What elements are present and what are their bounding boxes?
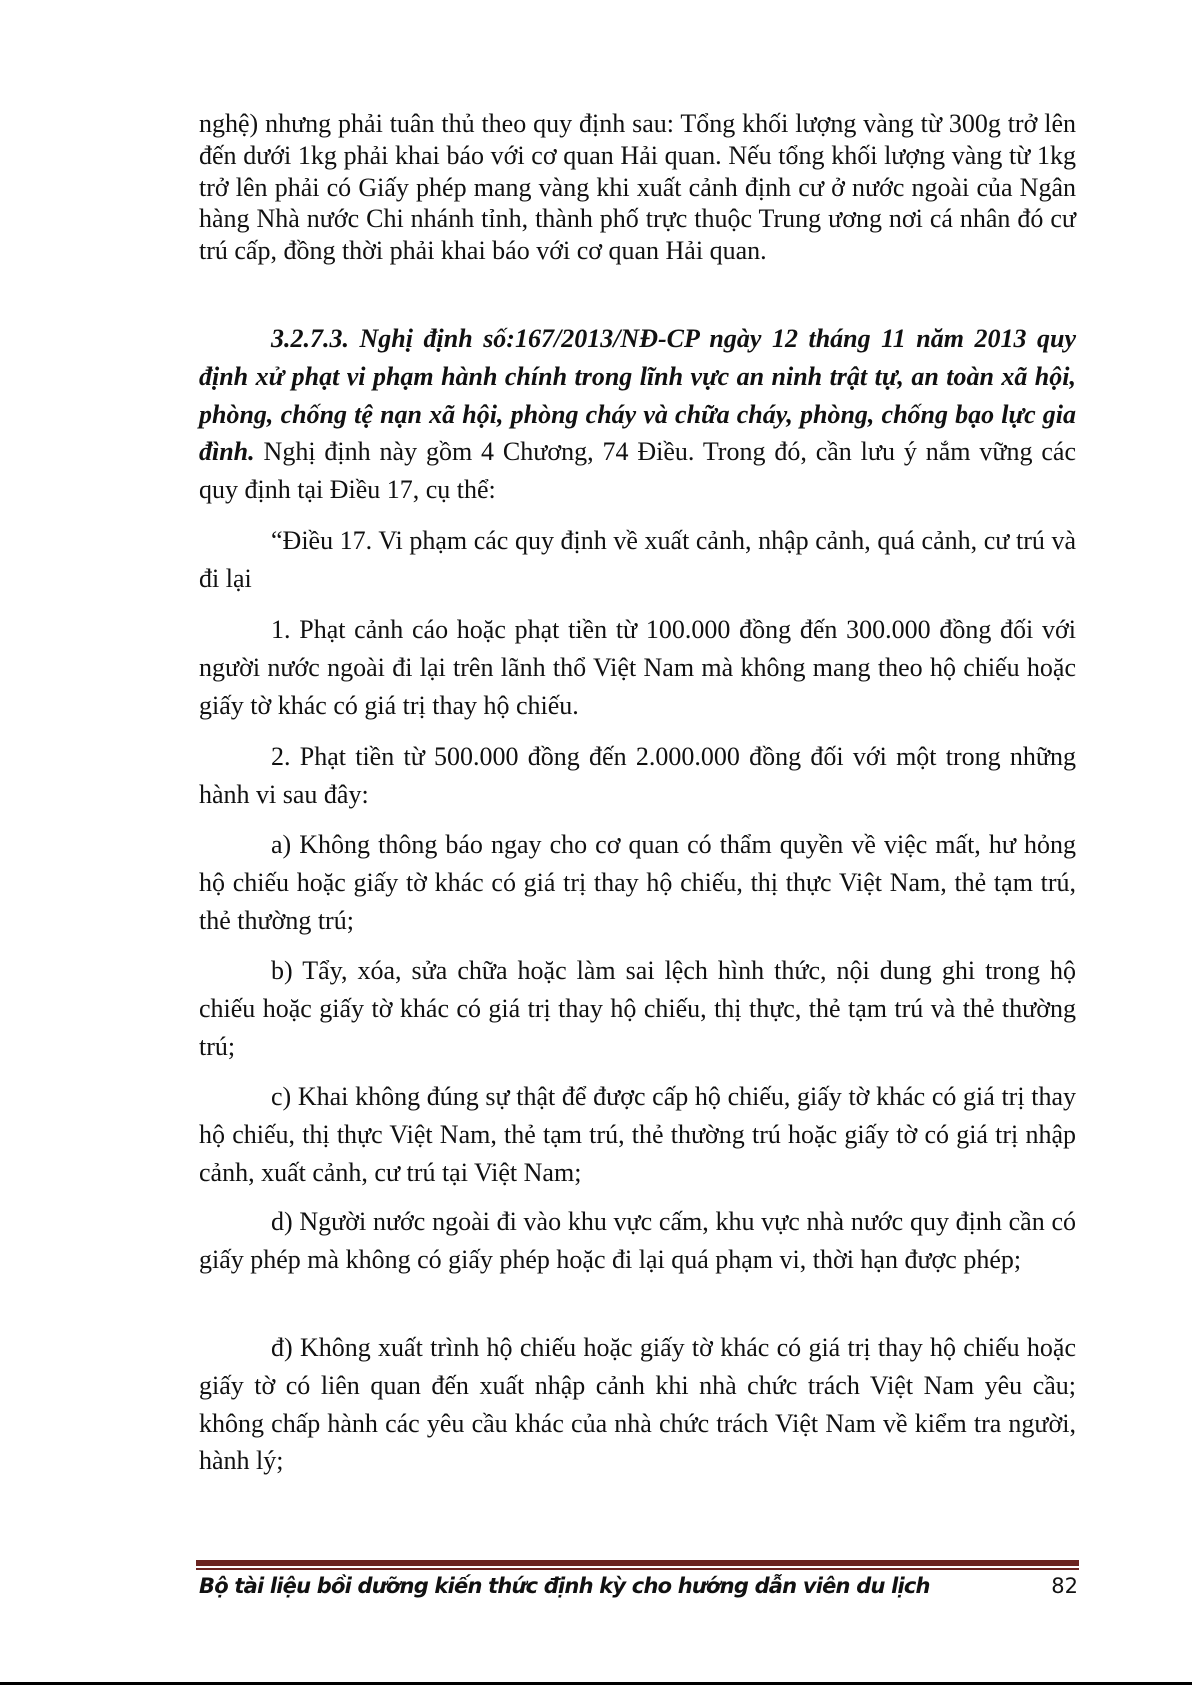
article-17-title: “Điều 17. Vi phạm các quy định về xuất cảnh, nhập cảnh, quá cảnh, cư trú và đi lại xyxy=(199,526,1076,593)
point-dd: đ) Không xuất trình hộ chiếu hoặc giấy tờ khác có giá trị thay hộ chiếu hoặc giấy tờ có liên quan đến xuất nhập cảnh khi nhà chức trách Việt Nam yêu cầu; không chấp hành các yêu cầu khác của nhà chức trách Việt Nam về kiểm tra người, hành lý; xyxy=(199,1333,1076,1476)
paragraph-gold-rules: nghệ) nhưng phải tuân thủ theo quy định sau: Tổng khối lượng vàng từ 300g trở lên đến dưới 1kg phải khai báo với cơ quan Hải quan. Nếu tổng khối lượng vàng từ 1kg trở lên phải có Giấy phép mang vàng khi xuất cảnh định cư ở nước ngoài của Ngân hàng Nhà nước Chi nhánh tỉnh, thành phố trực thuộc Trung ương nơi cá nhân đó cư trú cấp, đồng thời phải khai báo với cơ quan Hải quan. xyxy=(199,109,1076,266)
decree-heading: 3.2.7.3. Nghị định số:167/2013/NĐ-CP ngày 12 tháng 11 năm 2013 quy định xử phạt vi phạm hành chính trong lĩnh vực an ninh trật tự, an toàn xã hội, phòng, chống tệ nạn xã hội, phòng cháy và chữa cháy, phòng, chống bạo lực gia đình. xyxy=(199,324,1076,467)
point-c: c) Khai không đúng sự thật để được cấp hộ chiếu, giấy tờ khác có giá trị thay hộ chiếu, thị thực Việt Nam, thẻ tạm trú, thẻ thường trú hoặc giấy tờ có giá trị nhập cảnh, xuất cảnh, cư trú tại Việt Nam; xyxy=(199,1082,1076,1187)
page-number: 82 xyxy=(1051,1574,1078,1598)
clause-1: 1. Phạt cảnh cáo hoặc phạt tiền từ 100.000 đồng đến 300.000 đồng đối với người nước ngoài đi lại trên lãnh thổ Việt Nam mà không mang theo hộ chiếu hoặc giấy tờ khác có giá trị thay hộ chiếu. xyxy=(199,615,1076,720)
footer-title: Bộ tài liệu bồi dưỡng kiến thức định kỳ cho hướng dẫn viên du lịch xyxy=(199,1574,930,1598)
footer-rule-thin xyxy=(196,1568,1079,1570)
decree-heading-paragraph xyxy=(199,320,1076,509)
decree-intro: Nghị định này gồm 4 Chương, 74 Điều. Trong đó, cần lưu ý nắm vững các quy định tại Điều 17, cụ thể: xyxy=(199,437,1076,505)
footer-rule-thick xyxy=(196,1560,1079,1566)
point-d: d) Người nước ngoài đi vào khu vực cấm, khu vực nhà nước quy định cần có giấy phép mà không có giấy phép hoặc đi lại quá phạm vi, thời hạn được phép; xyxy=(199,1207,1076,1274)
point-a: a) Không thông báo ngay cho cơ quan có thẩm quyền về việc mất, hư hỏng hộ chiếu hoặc giấy tờ khác có giá trị thay hộ chiếu, thị thực Việt Nam, thẻ tạm trú, thẻ thường trú; xyxy=(199,830,1076,935)
point-b: b) Tẩy, xóa, sửa chữa hoặc làm sai lệch hình thức, nội dung ghi trong hộ chiếu hoặc giấy tờ khác có giá trị thay hộ chiếu, thị thực, thẻ tạm trú và thẻ thường trú; xyxy=(199,956,1076,1061)
clause-2: 2. Phạt tiền từ 500.000 đồng đến 2.000.000 đồng đối với một trong những hành vi sau đây: xyxy=(199,742,1076,809)
